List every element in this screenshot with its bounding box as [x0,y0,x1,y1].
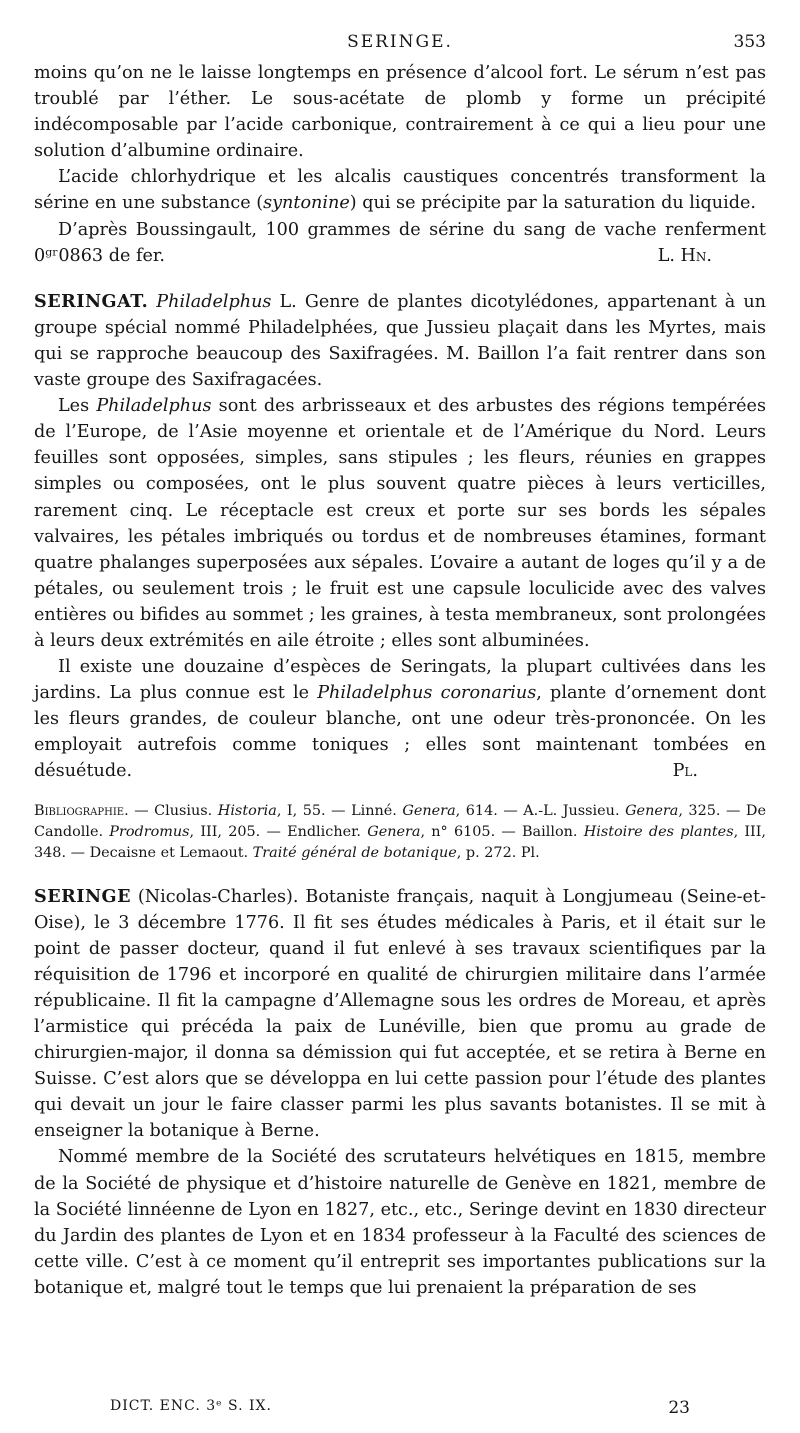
entry-headword: SERINGE [34,885,131,907]
running-title: SERINGE. [347,32,453,52]
author-signature: Pl. [672,761,698,782]
body-text [34,60,766,1301]
page-number: 353 [733,32,766,52]
seringat-paragraph-3: Il existe une douzaine d’espèces de Seringats, la plupart cultivées dans les jardins. La plus connue est le Philadelphus coronarius, plante d’ornement dont les fleurs grandes, de couleur blanche, ont une odeur très-prononcée. On les employait autrefois comme toniques ; elles sont maintenant tombées en désuétude. Pl. [34,654,766,784]
seringe-paragraph-2: Nommé membre de la Société des scrutateurs helvétiques en 1815, membre de la Société de physique et d’histoire naturelle de Genève en 1821, membre de la Société linnéenne de Lyon en 1827, etc., etc., Seringe devint en 1830 directeur du Jardin des plantes de Lyon et en 1834 professeur à la Faculté des sciences de cette ville. C’est à ce moment qu’il entreprit ses importantes publications sur la botanique et, malgré tout le temps que lui prenaient la préparation de ses [34,1147,766,1298]
entry-headword: SERINGAT. [34,290,149,312]
page-header [34,20,766,50]
serine-paragraph-2: L’acide chlorhydrique et les alcalis caustiques concentrés transforment la sérine en une substance (syntonine) qui se précipite par la saturation du liquide. [34,167,766,214]
serine-paragraph-3: D’après Boussingault, 100 grammes de sérine du sang de vache renferment 0ᵍʳ0863 de fer. L. Hn. [34,217,766,269]
author-signature: L. Hn. [657,245,712,266]
seringat-paragraph-2: Les Philadelphus sont des arbrisseaux et des arbustes des régions tempérées de l’Europe, de l’Asie moyenne et orientale et de l’Amérique du Nord. Leurs feuilles sont opposées, simples, sans stipules ; les fleurs, réunies en grappes simples ou composées, ont le plus souvent quatre pièces à leurs verticilles, rarement cinq. Le réceptacle est creux et porte sur ses bords les sépales valvaires, les pétales imbriqués ou tordus et de nombreuses étamines, formant quatre phalanges superposées aux sépales. L’ovaire a autant de loges qu’il y a de pétales, ou seulement trois ; le fruit est une capsule loculicide avec des valves entières ou bifides au sommet ; les graines, à testa membraneux, sont prolongées à leurs deux extrémités en aile étroite ; elles sont albuminées. [34,396,766,651]
sheet-number: 23 [668,1398,690,1418]
signature-mark: DICT. ENC. 3ᵉ S. IX. [110,1398,272,1414]
serine-paragraph-1: moins qu’on ne le laisse longtemps en présence d’alcool fort. Le sérum n’est pas troublé par l’éther. Le sous-acétate de plomb y forme un précipité indécomposable par l’acide carbonique, contrairement à ce qui a lieu pour une solution d’albumine ordinaire. [34,63,766,162]
bibliography: Bibliographie. — Clusius. Historia, I, 55. — Linné. Genera, 614. — A.-L. Jussieu. Genera, 325. — De Candolle. Prodromus, III, 205. — Endlicher. Genera, n° 6105. — Baillon. Histoire des plantes, III, 348. — Decaisne et Lemaout. Traité général de botanique, p. 272. Pl. [34,802,767,861]
seringat-paragraph-1: SERINGAT. Philadelphus L. Genre de plantes dicotylédones, appartenant à un groupe spécial nommé Philadelphées, que Jussieu plaçait dans les Myrtes, mais qui se rapproche beaucoup des Saxifragées. M. Baillon l’a fait rentrer dans son vaste groupe des Saxifragacées. [34,290,767,391]
seringe-paragraph-1: SERINGE (Nicolas-Charles). Botaniste français, naquit à Longjumeau (Seine-et-Oise), le 3 décembre 1776. Il fit ses études médicales à Paris, et il était sur le point de passer docteur, quand il fut enlevé à ses travaux scientifiques par la réquisition de 1796 et incorporé en qualité de chirurgien militaire dans l’armée républicaine. Il fit la campagne d’Allemagne sous les ordres de Moreau, et après l’armistice qui précéda la paix de Lunéville, bien que promu au grade de chirurgien-major, il donna sa démission qui fut acceptée, et se retira à Berne en Suisse. C’est alors que se développa en lui cette passion pour l’étude des plantes qui devait un jour le faire classer parmi les plus savants botanistes. Il se mit à enseigner la botanique à Berne. [34,885,766,1142]
page-footer [110,1398,690,1420]
